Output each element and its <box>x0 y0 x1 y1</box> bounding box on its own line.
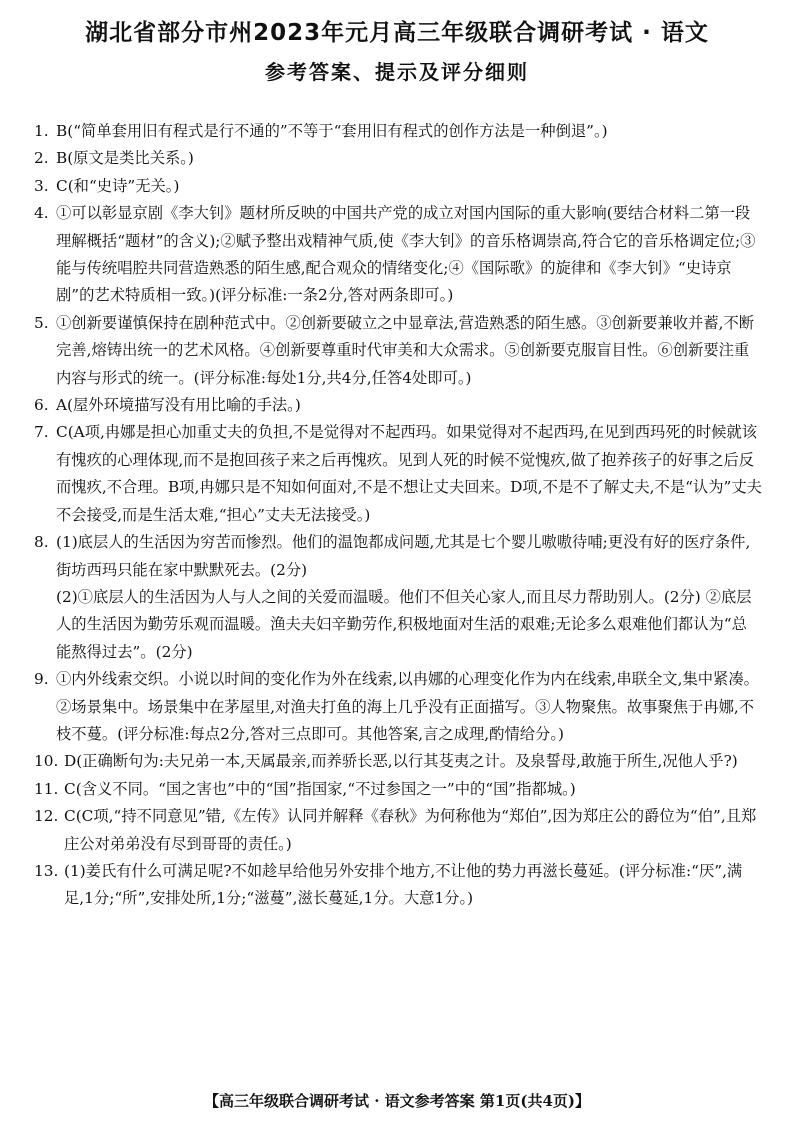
answer-number: 12. <box>34 807 59 826</box>
answer-text: C(和“史诗”无关。) <box>56 176 180 195</box>
answer-item-8 <box>34 529 762 666</box>
answer-text: A(屋外环境描写没有用比喻的手法。) <box>56 396 301 415</box>
answers-list <box>34 118 762 913</box>
answer-item-9 <box>34 666 762 748</box>
answer-number: 5. <box>34 313 49 332</box>
answer-item-11 <box>34 776 762 803</box>
answer-number: 2. <box>34 149 49 168</box>
answer-number: 4. <box>34 204 49 223</box>
answer-item-4 <box>34 200 762 310</box>
answer-number: 11. <box>34 779 59 798</box>
answer-number: 7. <box>34 423 49 442</box>
answer-item-2 <box>34 145 762 172</box>
answer-text-part-2: (2)①底层人的生活因为人与人之间的关爱而温暖。他们不但关心家人,而且尽力帮助别人。(2分) ②底层人的生活因为勤劳乐观而温暖。渔夫夫妇辛勤劳作,积极地面对生活的艰难;无论多么艰难他们都认为“总能熬得过去”。(2分) <box>56 587 752 661</box>
answer-item-3 <box>34 173 762 200</box>
answer-item-1 <box>34 118 762 145</box>
answer-item-13 <box>34 858 762 913</box>
answer-text-part-1: (1)底层人的生活因为穷苦而惨烈。他们的温饱都成问题,尤其是七个婴儿嗷嗷待哺;更没有好的医疗条件,街坊西玛只能在家中默默死去。(2分) <box>56 533 751 579</box>
answer-number: 3. <box>34 176 49 195</box>
answer-item-10 <box>34 748 762 775</box>
answer-text: ①内外线索交织。小说以时间的变化作为外在线索,以冉娜的心理变化作为内在线索,串联全文,集中紧凑。②场景集中。场景集中在茅屋里,对渔夫打鱼的海上几乎没有正面描写。③人物聚焦。故事聚焦于冉娜,不枝不蔓。(评分标准:每点2分,答对三点即可。其他答案,言之成理,酌情给分。) <box>56 670 759 743</box>
answer-number: 6. <box>34 396 49 415</box>
page-title: 湖北省部分市州2023年元月高三年级联合调研考试 · 语文 <box>85 20 709 46</box>
answer-item-6 <box>34 392 762 419</box>
page-subtitle: 参考答案、提示及评分细则 <box>265 60 529 84</box>
answer-number: 9. <box>34 670 49 689</box>
answer-text: C(C项,“持不同意见”错,《左传》认同并解释《春秋》为何称他为“郑伯”,因为郑庄公的爵位为“伯”,且郑庄公对弟弟没有尽到哥哥的责任。) <box>64 807 757 853</box>
answer-text: ①可以彰显京剧《李大钊》题材所反映的中国共产党的成立对国内国际的重大影响(要结合材料二第一段理解概括“题材”的含义);②赋予整出戏精神气质,使《李大钊》的音乐格调崇高,符合它的音乐格调定位;③能与传统唱腔共同营造熟悉的陌生感,配合观众的情绪变化;④《国际歌》的旋律和《李大钊》“史诗京剧”的艺术特质相一致。)(评分标准:一条2分,答对两条即可。) <box>56 204 756 305</box>
answer-text: B(“简单套用旧有程式是行不通的”不等于“套用旧有程式的创作方法是一种倒退”。) <box>56 122 608 140</box>
answer-number: 10. <box>34 752 59 771</box>
answer-text: ①创新要谨慎保持在剧种范式中。②创新要破立之中显章法,营造熟悉的陌生感。③创新要兼收并蓄,不断完善,熔铸出统一的艺术风格。④创新要尊重时代审美和大众需求。⑤创新要克服盲目性。⑥创新要注重内容与形式的统一。(评分标准:每处1分,共4分,任答4处即可。) <box>56 313 755 387</box>
answer-text: C(A项,冉娜是担心加重丈夫的负担,不是觉得对不起西玛。如果觉得对不起西玛,在见到西玛死的时候就该有愧疚的心理体现,而不是抱回孩子来之后再愧疚。见到人死的时候不觉愧疚,做了抱养孩子的好事之后反而愧疚,不合理。B项,冉娜只是不知如何面对,不是不想让丈夫回来。D项,不是不了解丈夫,不是“认为”丈夫不会接受,而是生活太难,“担心”丈夫无法接受。) <box>56 423 762 524</box>
answer-number: 8. <box>34 533 49 552</box>
answer-number: 13. <box>34 861 59 880</box>
answer-text: D(正确断句为:夫兄弟一本,天属最亲,而养骄长恶,以行其芟夷之计。及泉誓母,敢施于所生,况他人乎?) <box>64 752 738 771</box>
page-footer: 【高三年级联合调研考试 · 语文参考答案 第1页(共4页)】 <box>204 1092 590 1110</box>
answer-text: B(原文是类比关系。) <box>56 149 194 168</box>
answer-text: C(含义不同。“国之害也”中的“国”指国家,“不过参国之一”中的“国”指都城。) <box>64 779 576 798</box>
answer-item-12 <box>34 803 762 858</box>
answer-item-7 <box>34 419 762 529</box>
answer-item-5 <box>34 310 762 392</box>
answer-text: (1)姜氏有什么可满足呢?不如趁早给他另外安排个地方,不让他的势力再滋长蔓延。(评分标准:“厌”,满足,1分;“所”,安排处所,1分;“滋蔓”,滋长蔓延,1分。大意1分。) <box>64 861 743 908</box>
answer-number: 1. <box>34 122 49 140</box>
